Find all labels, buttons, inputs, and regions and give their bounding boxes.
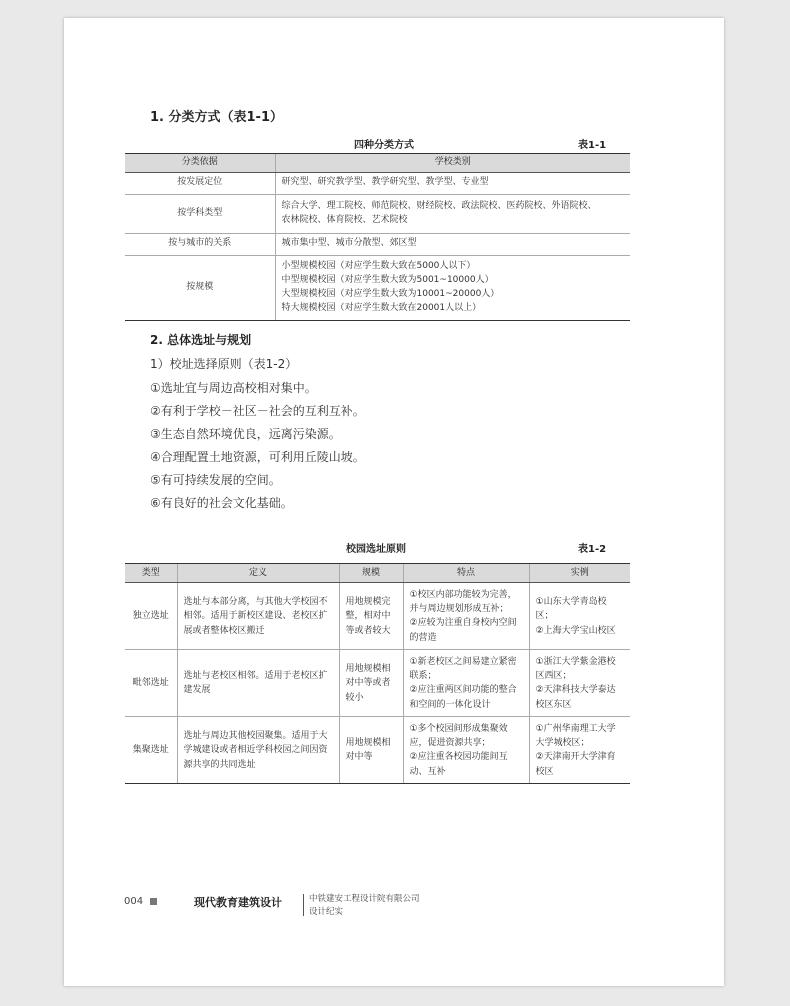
table2-scale-cell: 用地规模相对中等 (339, 717, 403, 784)
table2-title: 校园选址原则 (346, 544, 406, 555)
table2-header-definition: 定义 (177, 564, 339, 583)
footer-divider (303, 894, 304, 916)
table2-scale-cell: 用地规模相对中等或者较小 (339, 650, 403, 717)
section2-heading: 2. 总体选址与规划 (150, 333, 252, 347)
table-row (125, 233, 630, 255)
principle-item: ⑤有可持续发展的空间。 (150, 473, 281, 487)
company-subtitle: 设计纪实 (309, 906, 344, 917)
classification-table (125, 153, 630, 321)
table2-features-cell: ①校区内部功能较为完善，并与周边规划形成互补； ②应较为注重自身校内空间的营造 (403, 583, 529, 650)
table2-header-examples: 实例 (529, 564, 630, 583)
table1-title: 四种分类方式 (354, 140, 414, 151)
table1-category-cell: 小型规模校园（对应学生数大致在5000人以下） 中型规模校园（对应学生数大致为5001~10000人） 大型规模校园（对应学生数大致为10001~20000人） 特大规模校园（对应学生数大致在20001人以上） (275, 255, 630, 320)
principle-item: ②有利于学校－社区－社会的互利互补。 (150, 404, 365, 418)
table2-features-cell: ①多个校园间形成集聚效应，促进资源共享； ②应注重各校园功能间互动、互补 (403, 717, 529, 784)
table2-header-features: 特点 (403, 564, 529, 583)
table2-type-cell: 集聚选址 (125, 717, 177, 784)
table2-definition-cell: 选址与周边其他校园聚集。适用于大学城建设或者相近学科校园之间因资源共享的共同选址 (177, 717, 339, 784)
table2-scale-cell: 用地规模完整，相对中等或者较大 (339, 583, 403, 650)
site-principles-subheading: 1）校址选择原则（表1-2） (150, 357, 298, 371)
table1-basis-cell: 按规模 (125, 255, 275, 320)
footer-company (309, 893, 420, 919)
principle-item: ⑥有良好的社会文化基础。 (150, 496, 293, 510)
table-row (125, 255, 630, 320)
table-row (125, 194, 630, 233)
page-number: 004 (124, 896, 144, 907)
table1-basis-cell: 按发展定位 (125, 172, 275, 194)
table2-definition-cell: 选址与老校区相邻。适用于老校区扩建发展 (177, 650, 339, 717)
table-row (125, 717, 630, 784)
principle-item: ①选址宜与周边高校相对集中。 (150, 381, 317, 395)
table2-header-type: 类型 (125, 564, 177, 583)
table2-examples-cell: ①浙江大学紫金港校区西区； ②天津科技大学泰达校区东区 (529, 650, 630, 717)
table2-type-cell: 毗邻选址 (125, 650, 177, 717)
table1-header-category: 学校类别 (275, 154, 630, 173)
book-page (64, 18, 724, 986)
table-row (125, 172, 630, 194)
table2-number: 表1-2 (578, 544, 607, 555)
table2-header-scale: 规模 (339, 564, 403, 583)
book-title: 现代教育建筑设计 (194, 896, 282, 909)
section1-heading: 1. 分类方式（表1-1） (150, 110, 283, 125)
table1-category-cell: 城市集中型、城市分散型、郊区型 (275, 233, 630, 255)
site-selection-table (125, 563, 630, 784)
table1-basis-cell: 按与城市的关系 (125, 233, 275, 255)
square-bullet-icon (150, 898, 157, 905)
table1-header-basis: 分类依据 (125, 154, 275, 173)
table2-definition-cell: 选址与本部分离，与其他大学校园不相邻。适用于新校区建设、老校区扩展或者整体校区搬迁 (177, 583, 339, 650)
table1-basis-cell: 按学科类型 (125, 194, 275, 233)
table2-examples-cell: ①山东大学青岛校区； ②上海大学宝山校区 (529, 583, 630, 650)
principle-item: ④合理配置土地资源，可利用丘陵山坡。 (150, 450, 365, 464)
table-row (125, 583, 630, 650)
principle-item: ③生态自然环境优良，远离污染源。 (150, 427, 341, 441)
table1-category-cell: 研究型、研究教学型、教学研究型、教学型、专业型 (275, 172, 630, 194)
table-row (125, 650, 630, 717)
table1-number: 表1-1 (578, 140, 607, 151)
table2-examples-cell: ①广州华南理工大学大学城校区； ②天津南开大学津育校区 (529, 717, 630, 784)
table2-type-cell: 独立选址 (125, 583, 177, 650)
table2-features-cell: ①新老校区之间易建立紧密联系； ②应注重两区间功能的整合和空间的一体化设计 (403, 650, 529, 717)
table1-category-cell: 综合大学、理工院校、师范院校、财经院校、政法院校、医药院校、外语院校、 农林院校、体育院校、艺术院校 (275, 194, 630, 233)
company-name: 中铁建安工程设计院有限公司 (309, 894, 420, 904)
